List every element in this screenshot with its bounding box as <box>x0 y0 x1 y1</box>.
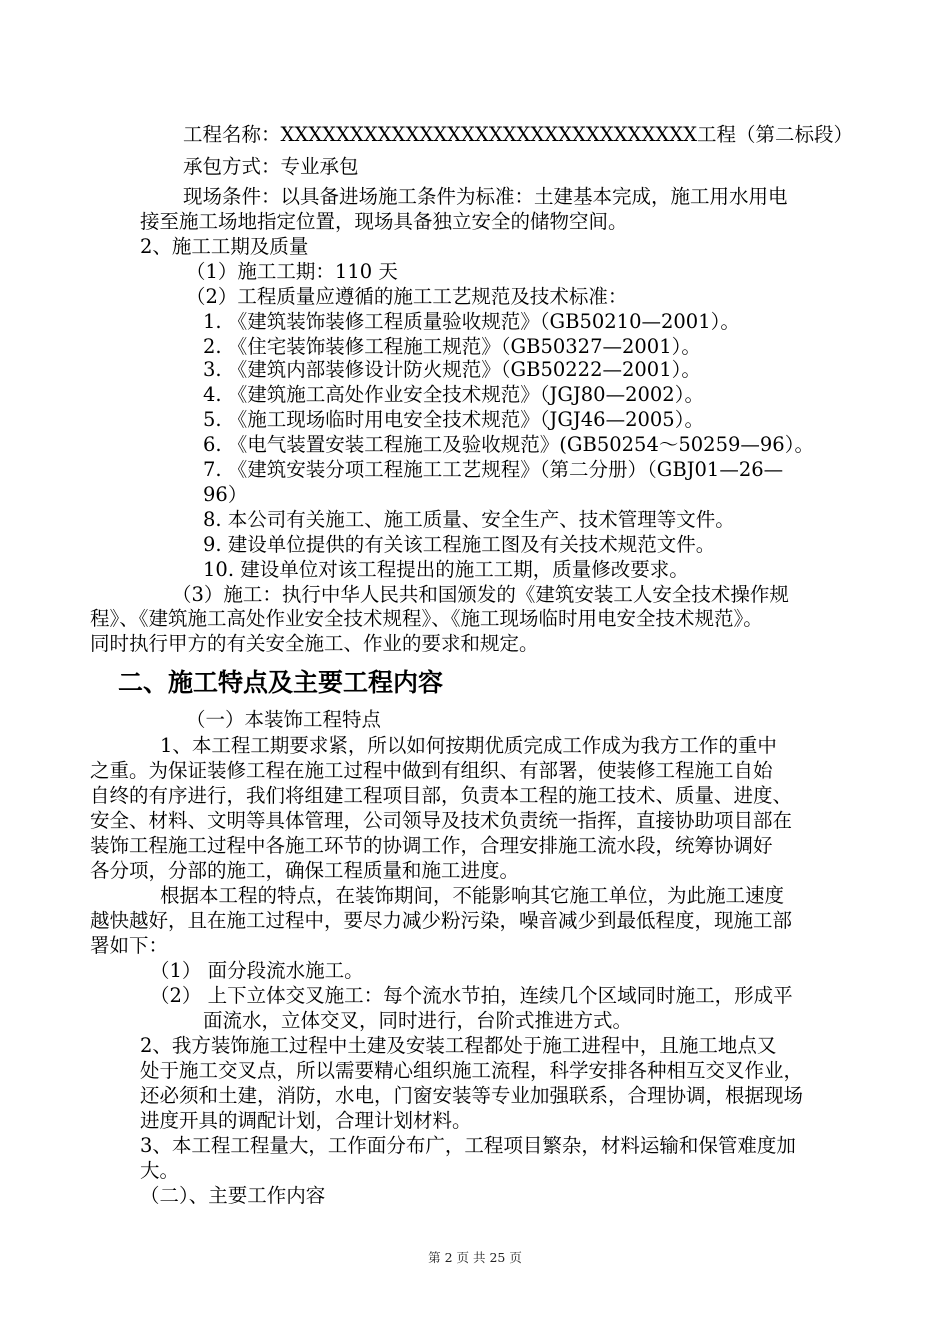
construction-period: （1）施工工期：110 天 <box>186 260 398 283</box>
project-name-line: 工程名称：XXXXXXXXXXXXXXXXXXXXXXXXXXXXXX工程（第二标段） <box>183 123 853 146</box>
site-conditions-line-2: 接至施工场地指定位置，现场具备独立安全的储物空间。 <box>140 210 628 233</box>
standard-item: 10. 建设单位对该工程提出的施工工期，质量修改要求。 <box>203 558 689 581</box>
measure-item-continued: 面流水，立体交叉，同时进行，台阶式推进方式。 <box>203 1009 633 1032</box>
contract-type-line: 承包方式：专业承包 <box>183 155 359 178</box>
paragraph-line: 安全、材料、文明等具体管理，公司领导及技术负责统一指挥，直接协助项目部在 <box>90 809 793 832</box>
standard-item: 6. 《电气装置安装工程施工及验收规范》(GB50254～50259—96）。 <box>203 433 814 456</box>
paragraph-line: 2、我方装饰施工过程中土建及安装工程都处于施工进程中，且施工地点又 <box>140 1034 777 1057</box>
schedule-heading: 2、施工工期及质量 <box>140 235 309 258</box>
standards-intro: （2）工程质量应遵循的施工工艺规范及技术标准： <box>186 285 628 308</box>
paragraph-line: 根据本工程的特点，在装饰期间，不能影响其它施工单位，为此施工速度 <box>160 884 785 907</box>
paragraph-line: 之重。为保证装修工程在施工过程中做到有组织、有部署，使装修工程施工自始 <box>90 759 773 782</box>
paragraph-line: 装饰工程施工过程中各施工环节的协调工作，合理安排施工流水段，统筹协调好 <box>90 834 773 857</box>
standard-item: 3. 《建筑内部装修设计防火规范》（GB50222—2001）。 <box>203 358 701 381</box>
paragraph-line: 署如下： <box>90 934 169 957</box>
section-heading: 二、施工特点及主要工程内容 <box>118 668 444 697</box>
paragraph-line: 还必须和土建，消防，水电，门窗安装等专业加强联系，合理协调，根据现场 <box>140 1084 804 1107</box>
standard-item: 96） <box>203 483 248 506</box>
standard-item: 4. 《建筑施工高处作业安全技术规范》（JGJ80—2002）。 <box>203 383 704 406</box>
standard-item: 5. 《施工现场临时用电安全技术规范》（JGJ46—2005）。 <box>203 408 704 431</box>
site-conditions-line-1: 现场条件：以具备进场施工条件为标准：土建基本完成，施工用水用电 <box>183 185 788 208</box>
paragraph-line: 大。 <box>140 1159 180 1182</box>
subsection-heading: （二）、主要工作内容 <box>140 1184 326 1207</box>
paragraph-line: 自终的有序进行，我们将组建工程项目部，负责本工程的施工技术、质量、进度、 <box>90 784 793 807</box>
standard-item: 9. 建设单位提供的有关该工程施工图及有关技术规范文件。 <box>203 533 716 556</box>
safety-line: 同时执行甲方的有关安全施工、作业的要求和规定。 <box>90 632 539 655</box>
measure-item: （1） 面分段流水施工。 <box>150 959 364 982</box>
paragraph-line: 越快越好，且在施工过程中，要尽力减少粉污染，噪音减少到最低程度，现施工部 <box>90 909 793 932</box>
standard-item: 2. 《住宅装饰装修工程施工规范》（GB50327—2001）。 <box>203 335 701 358</box>
page-number: 第 2 页 共 25 页 <box>428 1250 522 1265</box>
paragraph-line: 各分项，分部的施工，确保工程质量和施工进度。 <box>90 859 520 882</box>
safety-line: （3）施工：执行中华人民共和国颁发的《建筑安装工人安全技术操作规 <box>172 583 789 606</box>
paragraph-line: 3、本工程工程量大，工作面分布广，工程项目繁杂，材料运输和保管难度加 <box>140 1134 796 1157</box>
paragraph-line: 处于施工交叉点，所以需要精心组织施工流程，科学安排各种相互交叉作业， <box>140 1059 804 1082</box>
paragraph-line: 1、本工程工期要求紧，所以如何按期优质完成工作成为我方工作的重中 <box>160 734 777 757</box>
standard-item: 7. 《建筑安装分项工程施工工艺规程》（第二分册）（GBJ01—26— <box>203 458 784 481</box>
standard-item: 1. 《建筑装饰装修工程质量验收规范》（GB50210—2001）。 <box>203 310 740 333</box>
standard-item: 8. 本公司有关施工、施工质量、安全生产、技术管理等文件。 <box>203 508 735 531</box>
subsection-heading: （一）本装饰工程特点 <box>186 708 382 731</box>
safety-line: 程》、《建筑施工高处作业安全技术规程》、《施工现场临时用电安全技术规范》。 <box>90 607 763 630</box>
paragraph-line: 进度开具的调配计划，合理计划材料。 <box>140 1109 472 1132</box>
measure-item: （2） 上下立体交叉施工：每个流水节拍，连续几个区域同时施工，形成平 <box>150 984 793 1007</box>
